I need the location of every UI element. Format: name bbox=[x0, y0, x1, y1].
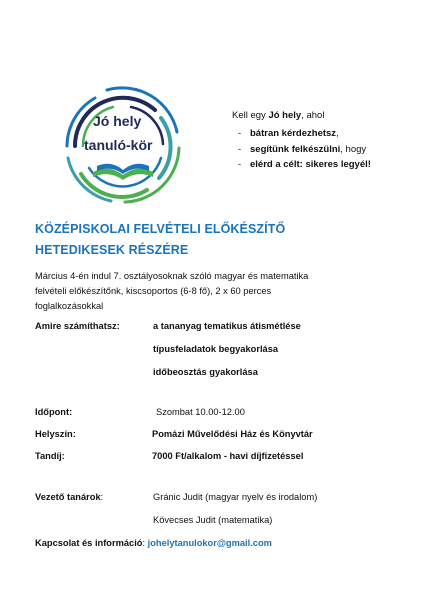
teacher-name: Gránic Judit (magyar nyelv és irodalom) bbox=[153, 492, 318, 502]
logo-subtitle: tanuló-kör bbox=[84, 137, 153, 153]
fee-label: Tandíj: bbox=[35, 451, 65, 461]
fee-value: 7000 Ft/alkalom - havi díjfizetéssel bbox=[152, 451, 304, 461]
logo-title: Jó hely bbox=[93, 113, 142, 129]
tagline-list bbox=[238, 128, 371, 175]
benefit-item: időbeosztás gyakorlása bbox=[153, 367, 258, 377]
contact-email-link[interactable]: johelytanulokor@gmail.com bbox=[147, 538, 272, 548]
intro-line-3: foglalkozásokkal bbox=[35, 301, 104, 311]
heading-line-2: HETEDIKESEK RÉSZÉRE bbox=[35, 243, 189, 257]
contact-label: Kapcsolat és információ bbox=[35, 538, 143, 548]
teacher-name: Kövecses Judit (matematika) bbox=[153, 515, 273, 525]
place-value: Pomázi Művelődési Ház és Könyvtár bbox=[152, 429, 313, 439]
tagline-item: - segítünk felkészülni, hogy bbox=[238, 143, 367, 155]
time-label: Időpont: bbox=[35, 407, 73, 417]
benefit-item: a tananyag tematikus átismétlése bbox=[153, 321, 301, 331]
benefit-item: típusfeladatok begyakorlása bbox=[153, 344, 279, 354]
benefits-label: Amire számíthatsz: bbox=[35, 321, 120, 331]
time-value: Szombat 10.00-12.00 bbox=[156, 407, 245, 417]
place-label: Helyszín: bbox=[35, 429, 76, 439]
tagline-item: - bátran kérdezhetsz, bbox=[238, 128, 339, 139]
tagline-intro: Kell egy Jó hely, ahol bbox=[232, 110, 325, 121]
intro-line-2: felvételi előkészítőnk, kiscsoportos (6-8 fő), 2 x 60 perces bbox=[35, 286, 272, 296]
heading-line-1: KÖZÉPISKOLAI FELVÉTELI ELŐKÉSZÍTŐ bbox=[35, 222, 286, 236]
teachers-label: Vezető tanárok: bbox=[35, 492, 104, 502]
contact-line: Kapcsolat és információ: johelytanulokor@gmail.com bbox=[35, 538, 272, 548]
tagline-item: - elérd a célt: sikeres legyél! bbox=[238, 159, 371, 170]
intro-line-1: Március 4-én indul 7. osztályosoknak szóló magyar és matematika bbox=[35, 271, 309, 281]
